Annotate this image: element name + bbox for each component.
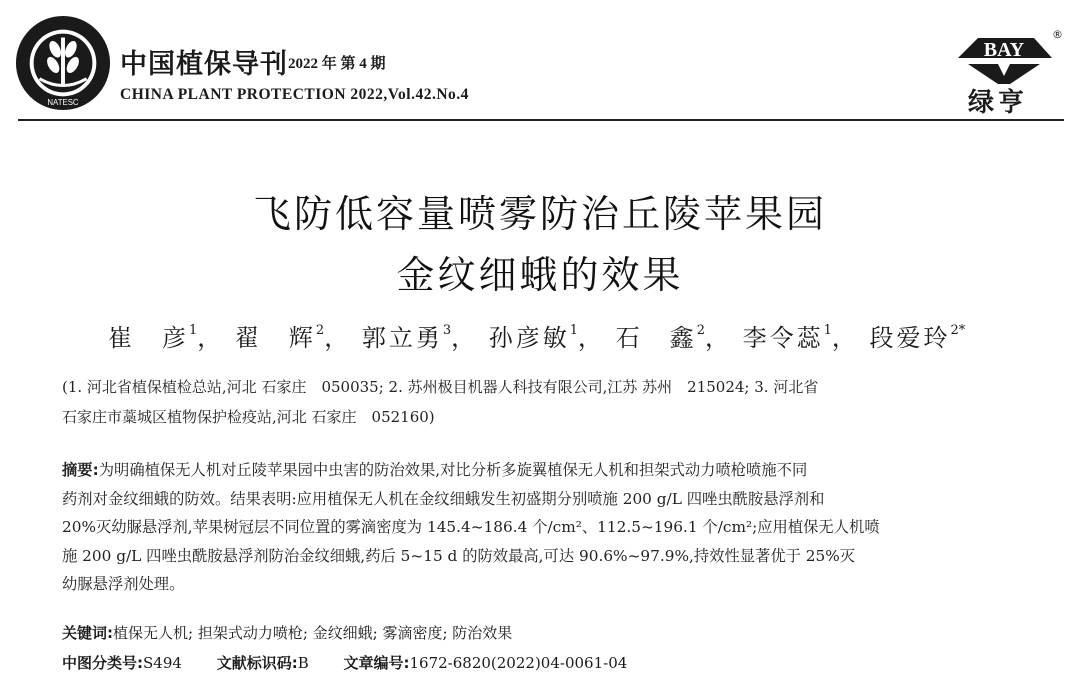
abstract-line: 幼脲悬浮剂处理。: [62, 575, 185, 594]
author: 郭立勇$^3$: [361, 323, 452, 352]
header-divider: [18, 119, 1064, 121]
clc-label: 中图分类号:: [62, 654, 143, 672]
article-metadata: [62, 652, 657, 673]
brand-name: 绿亨: [968, 88, 1029, 118]
doc-code-value: B: [297, 654, 309, 672]
abstract-line: 摘要:为明确植保无人机对丘陵苹果园中虫害的防治效果,对比分析多旋翼植保无人机和担架式动力喷枪喷施不同: [62, 461, 808, 479]
abstract-line: 20%灭幼脲悬浮剂,苹果树冠层不同位置的雾滴密度为 145.4~186.4 个/cm²、112.5~196.1 个/cm²;应用植保无人机喷: [62, 518, 880, 537]
affiliation-line2: 石家庄市藁城区植物保护检疫站,河北 石家庄 052160): [62, 408, 435, 426]
issue-label: 2022 年 第 4 期: [288, 56, 386, 72]
author: 孙彦敏$^1$: [488, 323, 579, 352]
author: 石 鑫$^2$: [615, 323, 705, 352]
author: 崔 彦$^1$: [108, 323, 198, 352]
article-title-line1: 飞防低容量喷雾防治丘陵苹果园: [252, 192, 827, 236]
clc-value: S494: [143, 654, 182, 672]
keywords: [62, 622, 512, 643]
article-title-line2: 金纹细蛾的效果: [396, 253, 684, 297]
abstract-line: 施 200 g/L 四唑虫酰胺悬浮剂防治金纹细蛾,药后 5~15 d 的防效最高,可达 90.6%~97.9%,持效性显著优于 25%灭: [62, 546, 856, 565]
journal-title-cn: 中国植保导刊: [120, 49, 288, 80]
author-list: 崔 彦$^1$， 翟 辉$^2$， 郭立勇$^3$， 孙彦敏$^1$， 石 鑫$^2$， 李令蕊$^1$， 段爱玲$^{2*}$: [108, 323, 966, 352]
registered-mark: ®: [1052, 28, 1063, 41]
doc-code-label: 文献标识码:: [216, 654, 298, 672]
author: 李令蕊$^1$: [742, 323, 832, 352]
author: 翟 辉$^2$: [234, 323, 325, 352]
article-number-value: 1672-6820(2022)04-0061-04: [409, 654, 628, 672]
keywords-label: 关键词:: [62, 624, 113, 642]
brand-letters: BAY: [983, 39, 1025, 61]
journal-logo: [14, 14, 112, 112]
affiliation-line1: (1. 河北省植保植检总站,河北 石家庄 050035; 2. 苏州极目机器人科技有限公司,江苏 苏州 215024; 3. 河北省: [62, 378, 819, 396]
article-number-label: 文章编号:: [343, 654, 410, 672]
abstract-label: 摘要:: [62, 461, 99, 479]
journal-title-en: CHINA PLANT PROTECTION 2022,Vol.42.No.4: [120, 86, 469, 103]
abstract: [62, 456, 1022, 599]
keywords-value: 植保无人机; 担架式动力喷枪; 金纹细蛾; 雾滴密度; 防治效果: [113, 624, 513, 642]
author: 段爱玲$^{2*}$: [869, 323, 966, 352]
logo-ring-text: NATESC: [47, 98, 79, 108]
journal-header: [0, 0, 1080, 122]
abstract-line: 药剂对金纹细蛾的防效。结果表明:应用植保无人机在金纹细蛾发生初盛期分别喷施 200 g/L 四唑虫酰胺悬浮剂和: [62, 489, 825, 508]
